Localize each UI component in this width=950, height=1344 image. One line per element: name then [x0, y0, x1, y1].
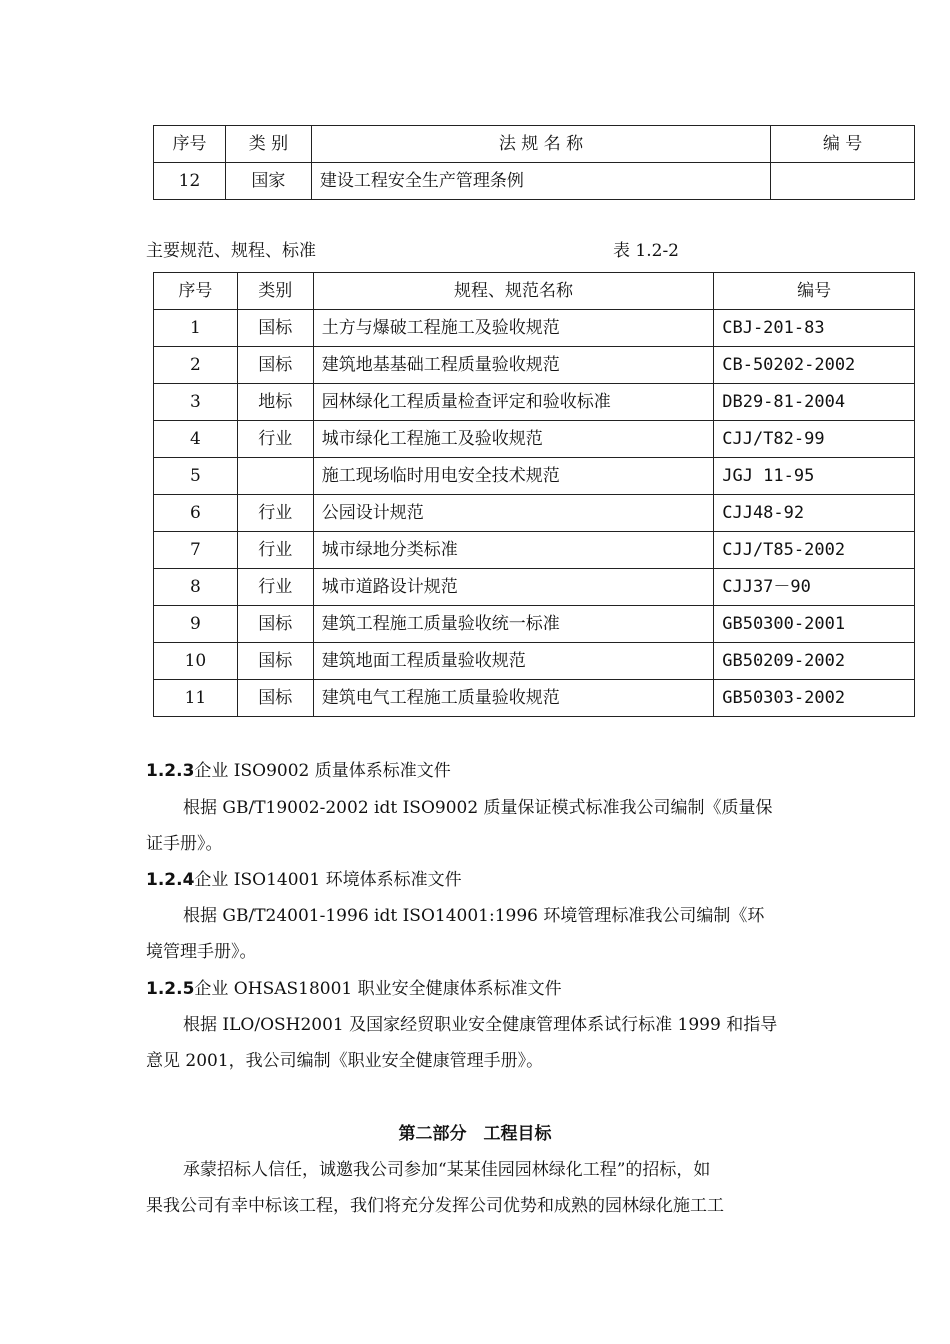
standards-table: [153, 272, 915, 717]
table-row: [154, 421, 915, 458]
table-row: [154, 495, 915, 532]
cell-no: 8: [154, 569, 238, 606]
cell-code: DB29-81-2004: [714, 384, 915, 421]
section-title: 企业 OHSAS18001 职业安全健康体系标准文件: [194, 979, 562, 999]
paragraph-line: 证手册》。: [146, 834, 223, 854]
cell-name: 建筑工程施工质量验收统一标准: [313, 606, 714, 643]
section-number: 1.2.5: [146, 979, 195, 999]
header-name: 规程、规范名称: [313, 273, 714, 310]
paragraph-line: 果我公司有幸中标该工程，我们将充分发挥公司优势和成熟的园林绿化施工工: [146, 1196, 724, 1216]
cell-no: 10: [154, 643, 238, 680]
table-row: [154, 569, 915, 606]
header-no: 序号: [154, 126, 226, 163]
cell-code: JGJ 11-95: [714, 458, 915, 495]
table-row: [154, 458, 915, 495]
paragraph-line: 根据 GB/T24001-1996 idt ISO14001:1996 环境管理标准我公司编制《环: [183, 906, 765, 926]
header-type: 类 别: [225, 126, 311, 163]
table-row: [154, 532, 915, 569]
table-header-row: [154, 273, 915, 310]
cell-type: 地标: [237, 384, 313, 421]
cell-type: 国标: [237, 606, 313, 643]
cell-type: 国标: [237, 347, 313, 384]
cell-no: 12: [154, 163, 226, 200]
header-name: 法 规 名 称: [311, 126, 770, 163]
cell-no: 5: [154, 458, 238, 495]
table-caption-title: 主要规范、规程、标准: [146, 241, 316, 261]
cell-name: 建筑电气工程施工质量验收规范: [313, 680, 714, 717]
cell-code: GB50303-2002: [714, 680, 915, 717]
cell-name: 土方与爆破工程施工及验收规范: [313, 310, 714, 347]
cell-name: 城市绿化工程施工及验收规范: [313, 421, 714, 458]
section-number: 1.2.4: [146, 870, 195, 890]
header-no: 序号: [154, 273, 238, 310]
paragraph-line: 意见 2001，我公司编制《职业安全健康管理手册》。: [146, 1051, 544, 1071]
cell-no: 4: [154, 421, 238, 458]
section-1-2-5-heading: [146, 981, 562, 998]
cell-type: 国家: [225, 163, 311, 200]
cell-code: CJJ/T85-2002: [714, 532, 915, 569]
cell-code: GB50300-2001: [714, 606, 915, 643]
table-row: [154, 163, 915, 200]
table-row: [154, 680, 915, 717]
header-code: 编号: [714, 273, 915, 310]
cell-name: 建设工程安全生产管理条例: [311, 163, 770, 200]
part-two-heading: 第二部分 工程目标: [398, 1124, 552, 1144]
cell-type: 行业: [237, 532, 313, 569]
cell-type: 国标: [237, 310, 313, 347]
cell-type: 行业: [237, 421, 313, 458]
cell-name: 施工现场临时用电安全技术规范: [313, 458, 714, 495]
cell-no: 9: [154, 606, 238, 643]
header-code: 编 号: [771, 126, 915, 163]
section-title: 企业 ISO9002 质量体系标准文件: [194, 761, 451, 781]
table-caption-number: 表 1.2-2: [613, 241, 679, 261]
cell-code: CBJ-201-83: [714, 310, 915, 347]
cell-code: CJJ37－90: [714, 569, 915, 606]
cell-code: CJJ48-92: [714, 495, 915, 532]
section-title: 企业 ISO14001 环境体系标准文件: [194, 870, 462, 890]
cell-code: GB50209-2002: [714, 643, 915, 680]
cell-name: 城市绿地分类标准: [313, 532, 714, 569]
cell-code: [771, 163, 915, 200]
cell-no: 6: [154, 495, 238, 532]
table-row: [154, 384, 915, 421]
cell-name: 城市道路设计规范: [313, 569, 714, 606]
table-row: [154, 347, 915, 384]
section-1-2-3-heading: [146, 763, 451, 780]
cell-no: 11: [154, 680, 238, 717]
section-number: 1.2.3: [146, 761, 195, 781]
paragraph-line: 承蒙招标人信任，诚邀我公司参加“某某佳园园林绿化工程”的招标，如: [183, 1160, 711, 1180]
paragraph-line: 根据 ILO/OSH2001 及国家经贸职业安全健康管理体系试行标准 1999 和指导: [183, 1015, 778, 1035]
cell-type: 国标: [237, 680, 313, 717]
regulations-table: [153, 125, 915, 200]
section-1-2-4-heading: [146, 872, 462, 889]
cell-no: 2: [154, 347, 238, 384]
cell-code: CJJ/T82-99: [714, 421, 915, 458]
paragraph-line: 根据 GB/T19002-2002 idt ISO9002 质量保证模式标准我公司编制《质量保: [183, 798, 773, 818]
table-header-row: [154, 126, 915, 163]
cell-code: CB-50202-2002: [714, 347, 915, 384]
cell-no: 1: [154, 310, 238, 347]
cell-type: 行业: [237, 495, 313, 532]
cell-name: 建筑地面工程质量验收规范: [313, 643, 714, 680]
header-type: 类别: [237, 273, 313, 310]
cell-type: 行业: [237, 569, 313, 606]
table-row: [154, 606, 915, 643]
cell-name: 公园设计规范: [313, 495, 714, 532]
table-row: [154, 643, 915, 680]
cell-no: 3: [154, 384, 238, 421]
cell-type: 国标: [237, 643, 313, 680]
cell-name: 园林绿化工程质量检查评定和验收标准: [313, 384, 714, 421]
table-row: [154, 310, 915, 347]
cell-no: 7: [154, 532, 238, 569]
paragraph-line: 境管理手册》。: [146, 942, 257, 962]
cell-type: [237, 458, 313, 495]
cell-name: 建筑地基基础工程质量验收规范: [313, 347, 714, 384]
